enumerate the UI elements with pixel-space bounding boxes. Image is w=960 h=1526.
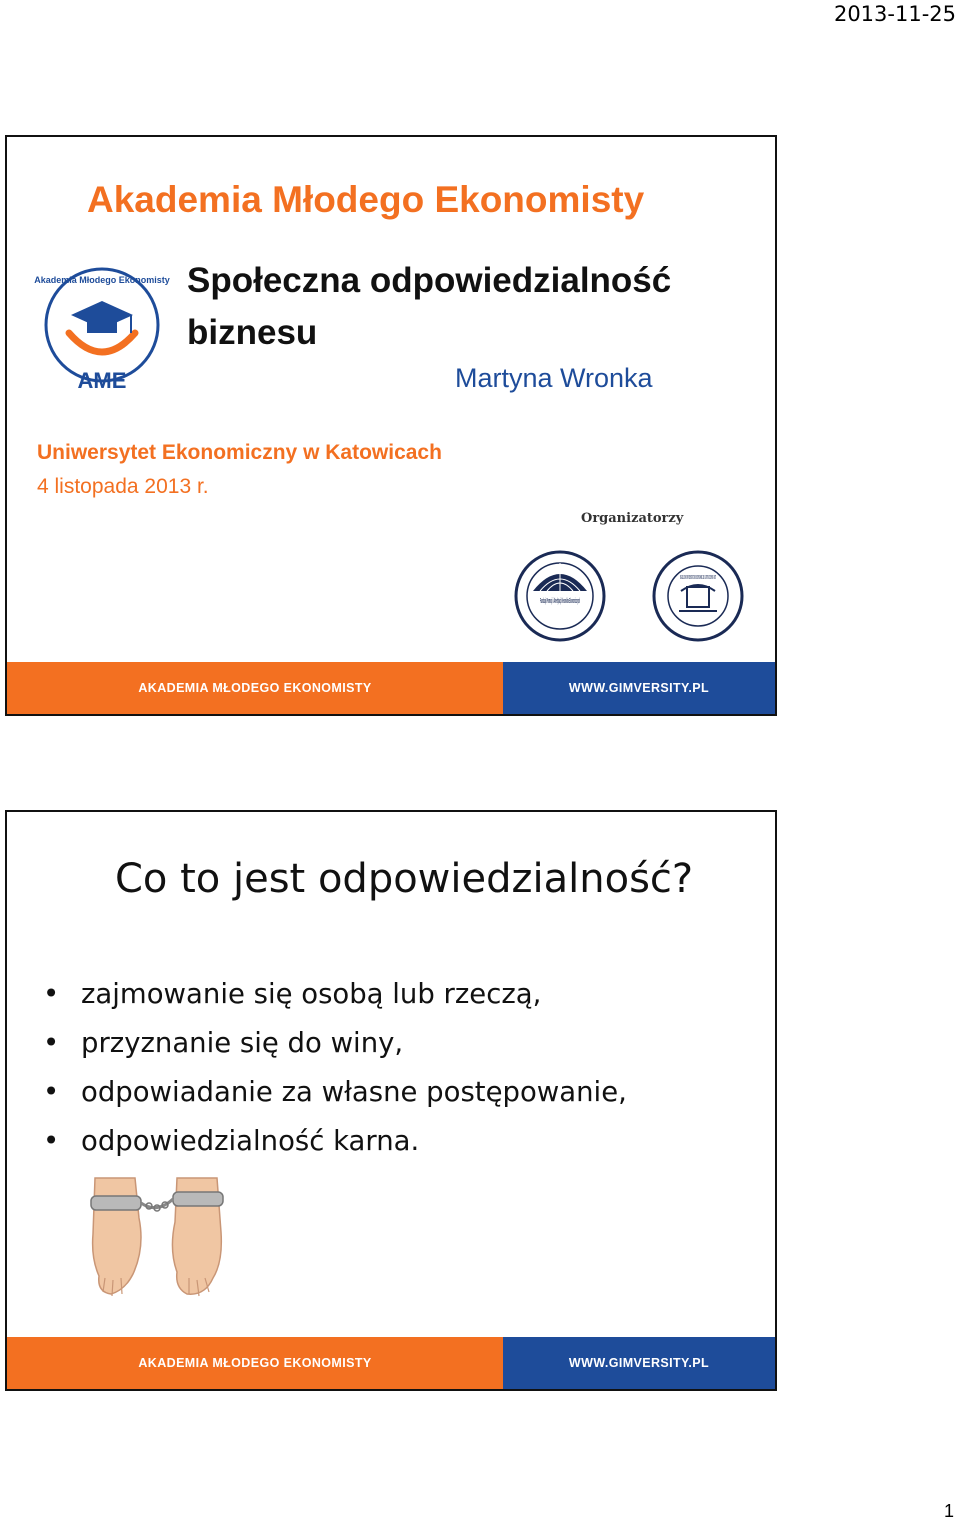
- slide-footer: [7, 1337, 775, 1389]
- seal2-text: SIGILLUM UNIVERSITATIS OECONOMICAE CATOVICIENSIS 1937: [680, 575, 716, 581]
- ame-logo: [34, 263, 170, 393]
- slide-footer: [7, 662, 775, 714]
- bullet-icon: •: [43, 978, 60, 1010]
- bullet-icon: •: [43, 1125, 60, 1157]
- footer-academy-label: AKADEMIA MŁODEGO EKONOMISTY: [7, 1337, 503, 1389]
- slide-main-title: Akademia Młodego Ekonomisty: [87, 179, 645, 220]
- subtitle-line-2: biznesu: [187, 313, 318, 352]
- bullet-icon: •: [43, 1076, 60, 1108]
- event-date: 4 listopada 2013 r.: [37, 475, 209, 498]
- seal1-text: Fundacja Promocji i Akredytacji Kierunków Ekonomicznych: [540, 598, 580, 605]
- presentation-subtitle: [187, 255, 671, 359]
- slide-definition: [5, 810, 777, 1391]
- list-item: • przyznanie się do winy,: [43, 1019, 627, 1068]
- bullet-icon: •: [43, 1027, 60, 1059]
- page-date: 2013-11-25: [833, 2, 956, 26]
- page-number: 1: [943, 1501, 954, 1521]
- author-name: Martyna Wronka: [455, 363, 653, 393]
- slide-title: [5, 135, 777, 716]
- organizers-label: Organizatorzy: [581, 511, 684, 526]
- university-name: Uniwersytet Ekonomiczny w Katowicach: [37, 441, 442, 464]
- footer-website-link[interactable]: WWW.GIMVERSITY.PL: [503, 1337, 775, 1389]
- handcuffs-image: [81, 1178, 231, 1308]
- foundation-seal: [513, 549, 607, 643]
- list-item: • odpowiedzialność karna.: [43, 1117, 627, 1166]
- logo-abbr: AME: [77, 368, 127, 393]
- university-seal: [651, 549, 745, 643]
- subtitle-line-1: Społeczna odpowiedzialność: [187, 261, 672, 300]
- footer-academy-label: AKADEMIA MŁODEGO EKONOMISTY: [7, 662, 503, 714]
- definition-list: [43, 970, 627, 1166]
- footer-website-link[interactable]: WWW.GIMVERSITY.PL: [503, 662, 775, 714]
- slide-heading: Co to jest odpowiedzialność?: [115, 856, 694, 902]
- logo-arc-text: Akademia Młodego Ekonomisty: [34, 275, 170, 285]
- list-item: • odpowiadanie za własne postępowanie,: [43, 1068, 627, 1117]
- list-item: • zajmowanie się osobą lub rzeczą,: [43, 970, 627, 1019]
